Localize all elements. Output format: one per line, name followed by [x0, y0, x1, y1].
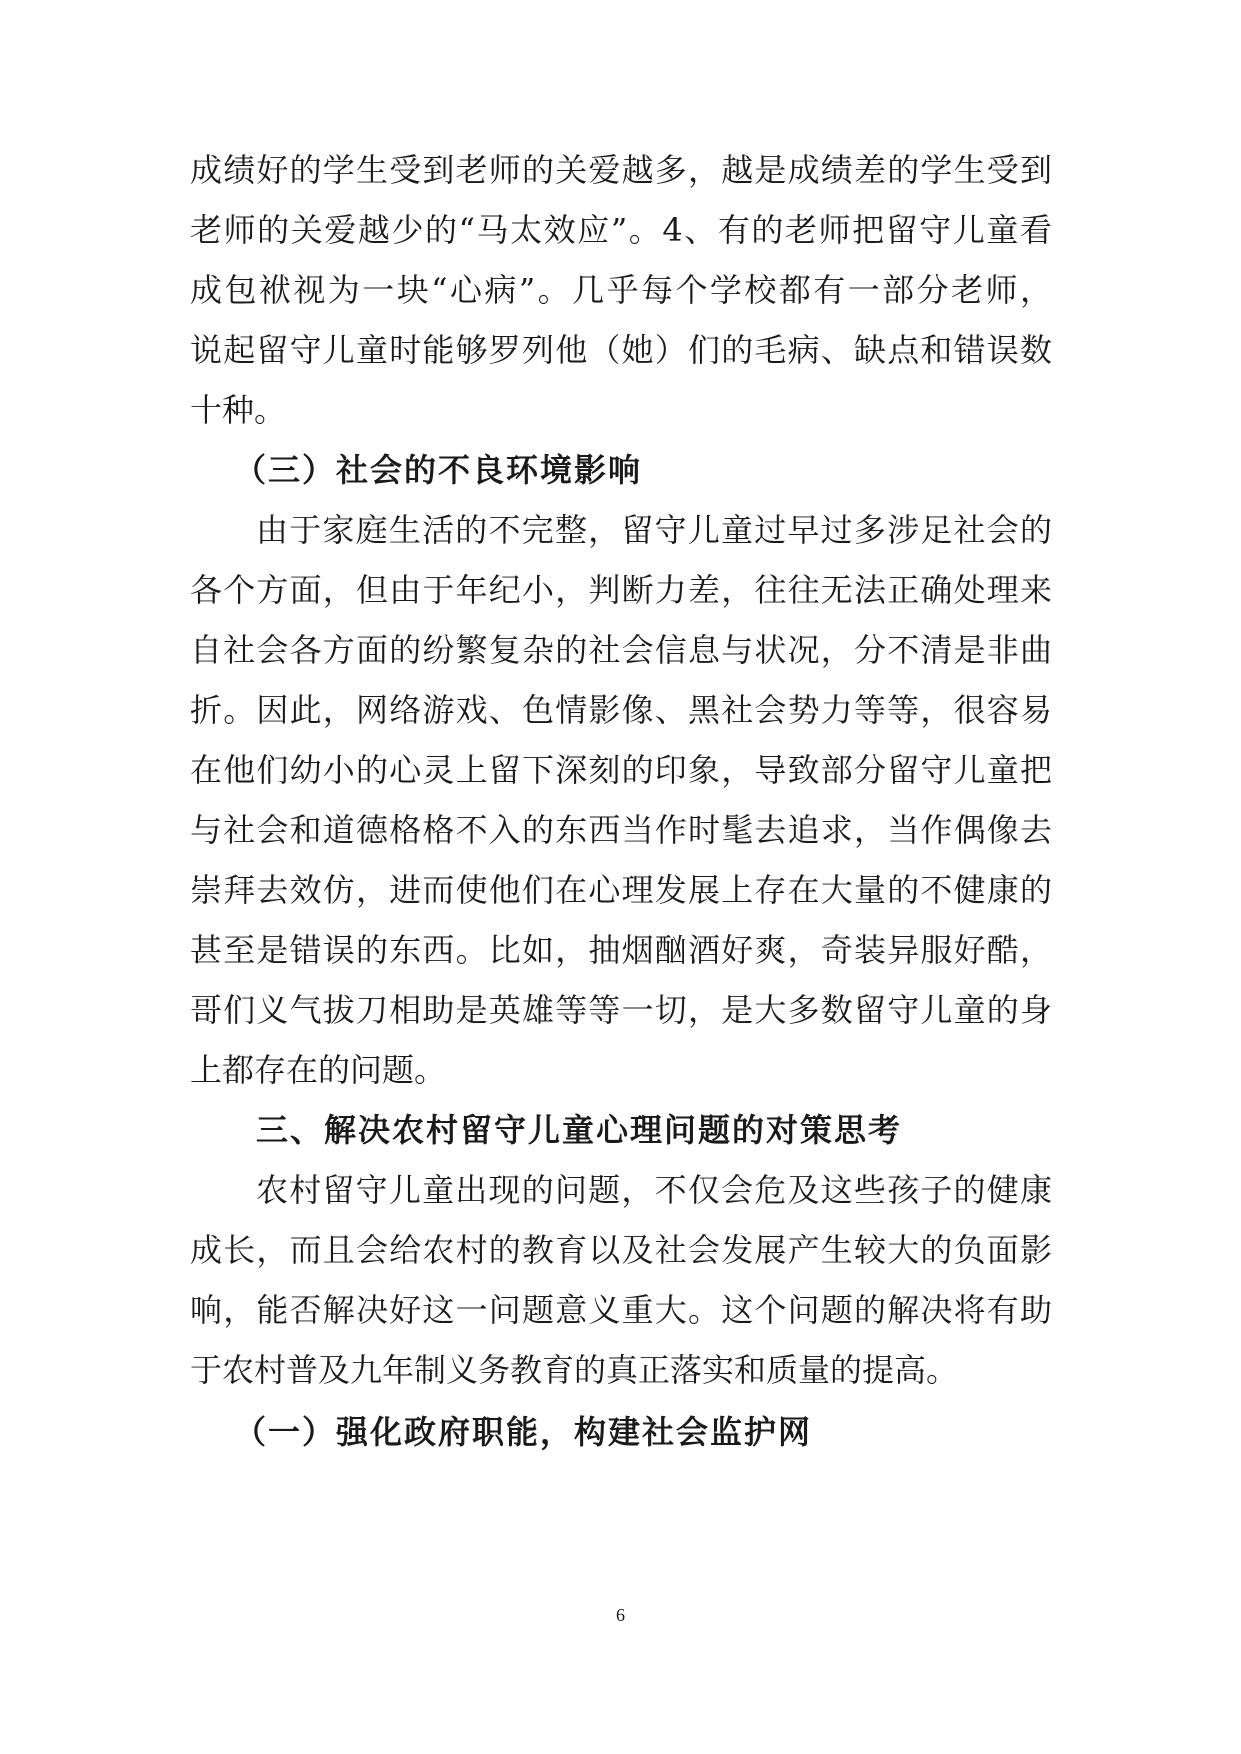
paragraph-line: 在他们幼小的心灵上留下深刻的印象，导致部分留守儿童把: [190, 751, 1052, 789]
paragraph-line: 上都存在的问题。: [190, 1051, 447, 1089]
paragraph-line: 响，能否解决好这一问题意义重大。这个问题的解决将有助: [190, 1291, 1052, 1329]
paragraph-line: 于农村普及九年制义务教育的真正落实和质量的提高。: [190, 1351, 959, 1389]
paragraph-line: 各个方面，但由于年纪小，判断力差，往往无法正确处理来: [190, 571, 1052, 609]
paragraph-line: 甚至是错误的东西。比如，抽烟酗酒好爽，奇装异服好酷，: [190, 931, 1052, 969]
subheading-social-environment: （三）社会的不良环境影响: [234, 451, 643, 489]
paragraph-line: 农村留守儿童出现的问题，不仅会危及这些孩子的健康: [256, 1171, 1052, 1209]
paragraph-line: 哥们义气拔刀相助是英雄等等一切，是大多数留守儿童的身: [190, 991, 1052, 1029]
paragraph-line: 成绩好的学生受到老师的关爱越多，越是成绩差的学生受到: [190, 151, 1052, 189]
paragraph-line: 自社会各方面的纷繁复杂的社会信息与状况，分不清是非曲: [190, 631, 1052, 669]
paragraph-line: 由于家庭生活的不完整，留守儿童过早过多涉足社会的: [256, 511, 1052, 549]
paragraph-line: 老师的关爱越少的“马太效应”。4、有的老师把留守儿童看: [190, 211, 1052, 249]
paragraph-line: 说起留守儿童时能够罗列他（她）们的毛病、缺点和错误数: [190, 331, 1052, 369]
subheading-government-functions: （一）强化政府职能，构建社会监护网: [234, 1413, 813, 1451]
paragraph-line: 崇拜去效仿，进而使他们在心理发展上存在大量的不健康的: [190, 871, 1052, 909]
paragraph-line: 十种。: [190, 391, 287, 429]
page-number: 6: [616, 1605, 625, 1625]
paragraph-line: 成包袱视为一块“心病”。几乎每个学校都有一部分老师，: [190, 271, 1052, 309]
paragraph-line: 与社会和道德格格不入的东西当作时髦去追求，当作偶像去: [190, 811, 1052, 849]
section-heading-countermeasures: 三、解决农村留守儿童心理问题的对策思考: [256, 1111, 903, 1149]
paragraph-line: 折。因此，网络游戏、色情影像、黑社会势力等等，很容易: [190, 691, 1052, 729]
paragraph-line: 成长，而且会给农村的教育以及社会发展产生较大的负面影: [190, 1231, 1052, 1269]
